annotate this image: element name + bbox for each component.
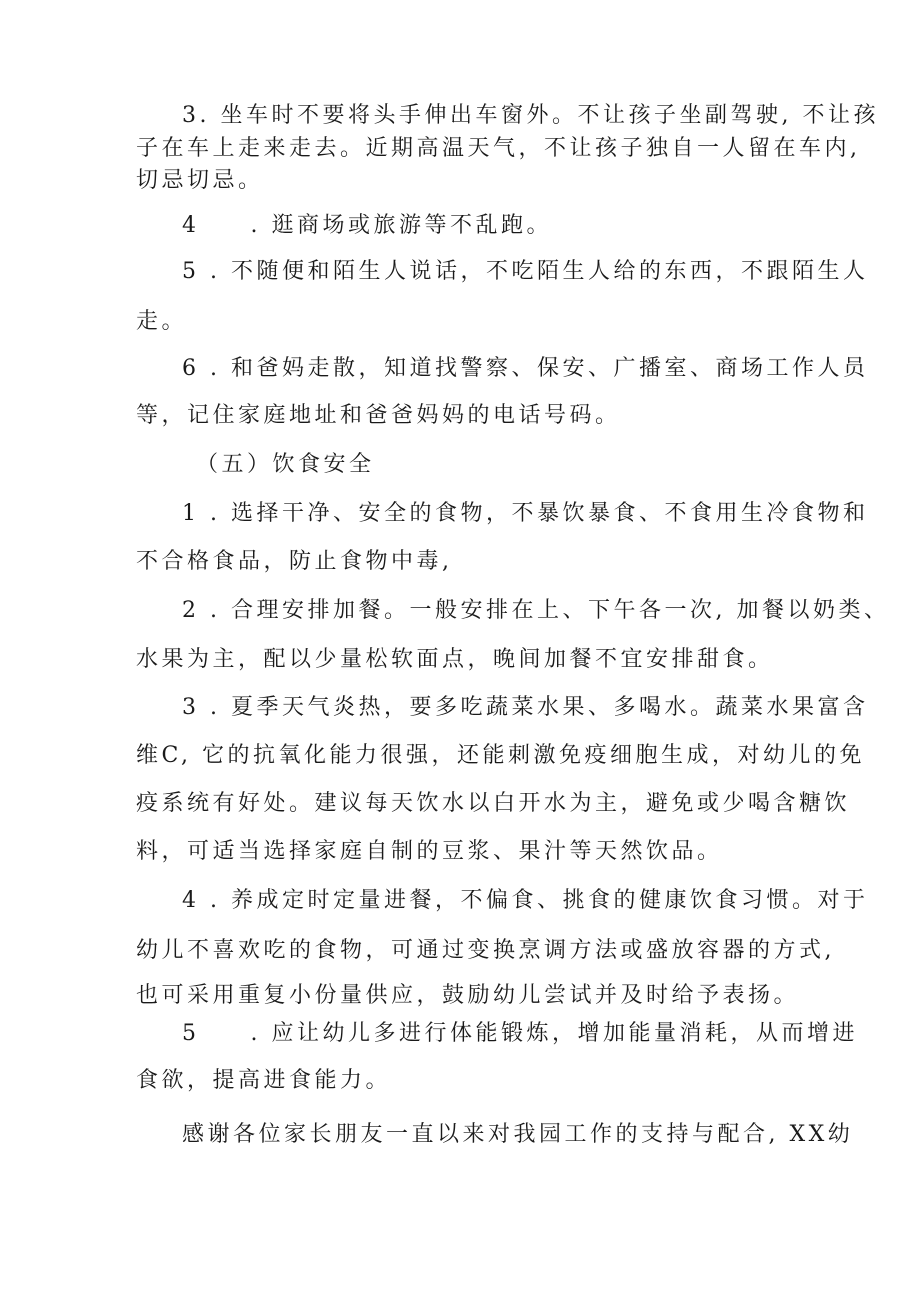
food-item-3-line-1: 3 . 夏季天气炎热，要多吃蔬菜水果、多喝水。蔬菜水果富含 xyxy=(182,695,869,720)
food-item-1-line-1: 1 . 选择干净、安全的食物，不暴饮暴食、不食用生冷食物和 xyxy=(182,501,869,526)
food-item-4-line-1: 4 . 养成定时定量进餐，不偏食、挑食的健康饮食习惯。对于 xyxy=(182,888,869,913)
food-item-3-line-3: 疫系统有好处。建议每天饮水以白开水为主，避免或少喝含糖饮 xyxy=(136,791,851,816)
paragraph-4-line-1: 4 . 逛商场或旅游等不乱跑。 xyxy=(182,213,552,238)
paragraph-3-line-2: 子在车上走来走去。近期高温天气，不让孩子独自一人留在车内, xyxy=(136,136,861,161)
food-item-2-line-2: 水果为主，配以少量松软面点，晚间加餐不宜安排甜食。 xyxy=(136,647,774,672)
paragraph-3-line-3: 切忌切忌。 xyxy=(136,168,264,193)
food-item-5-line-1: 5 . 应让幼儿多进行体能锻炼，增加能量消耗，从而增进 xyxy=(182,1021,858,1046)
paragraph-6-line-1: 6 . 和爸妈走散，知道找警察、保安、广播室、商场工作人员 xyxy=(182,356,869,381)
paragraph-6-line-2: 等，记住家庭地址和爸爸妈妈的电话号码。 xyxy=(136,403,621,428)
paragraph-3-line-1: 3. 坐车时不要将头手伸出车窗外。不让孩子坐副驾驶, 不让孩 xyxy=(182,103,879,128)
closing-thanks-line: 感谢各位家长朋友一直以来对我园工作的支持与配合, XX幼 xyxy=(182,1122,854,1147)
food-item-3-line-2: 维C, 它的抗氧化能力很强，还能刺激免疫细胞生成，对幼儿的免 xyxy=(136,743,866,768)
paragraph-5-line-1: 5 . 不随便和陌生人说话，不吃陌生人给的东西，不跟陌生人 xyxy=(182,259,869,284)
food-item-4-line-3: 也可采用重复小份量供应，鼓励幼儿尝试并及时给予表扬。 xyxy=(136,983,800,1008)
food-item-5-line-2: 食欲，提高进食能力。 xyxy=(136,1068,392,1093)
food-item-2-line-1: 2 . 合理安排加餐。一般安排在上、下午各一次, 加餐以奶类、 xyxy=(182,598,890,623)
food-item-1-line-2: 不合格食品，防止食物中毒, xyxy=(136,549,453,574)
food-item-3-line-4: 料，可适当选择家庭自制的豆浆、果汁等天然饮品。 xyxy=(136,839,723,864)
food-item-4-line-2: 幼儿不喜欢吃的食物，可通过变换烹调方法或盛放容器的方式, xyxy=(136,938,835,963)
paragraph-5-line-2: 走。 xyxy=(136,309,188,334)
section-heading-food-safety: （五）饮食安全 xyxy=(196,452,375,477)
